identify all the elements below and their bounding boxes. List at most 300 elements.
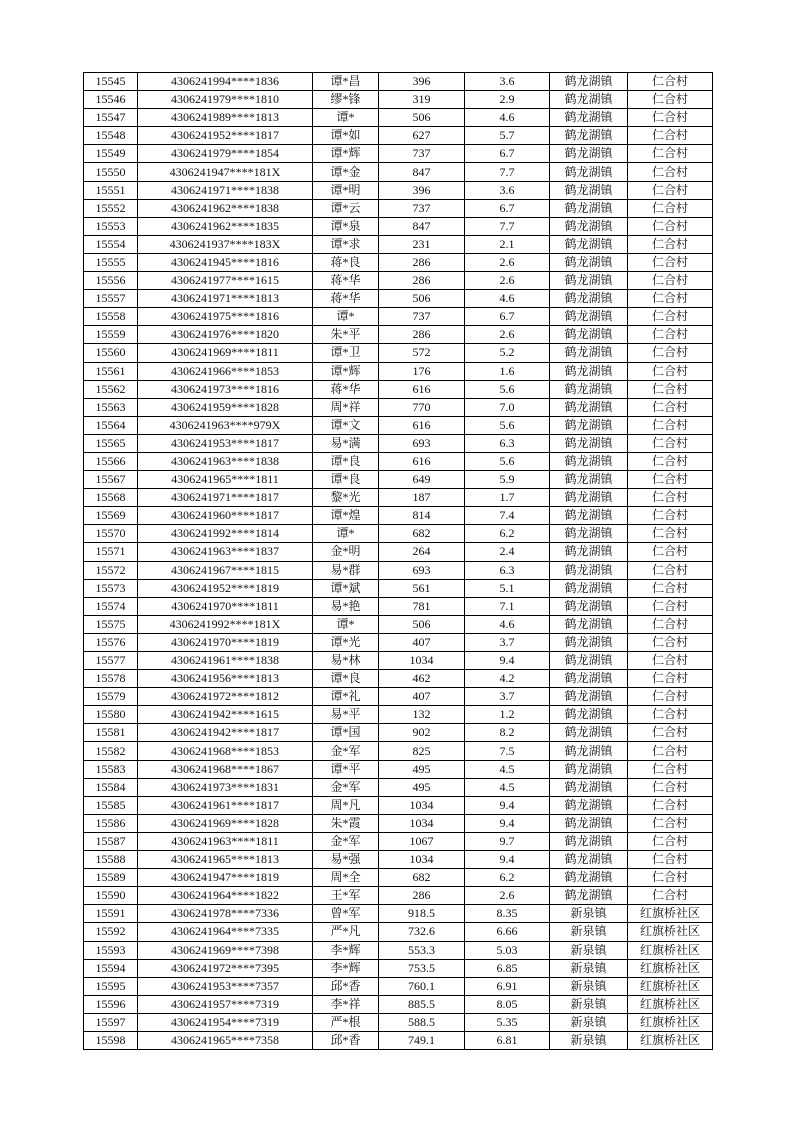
name-cell: 缪*锋 <box>313 91 379 109</box>
name-cell: 李*祥 <box>313 995 379 1013</box>
town-cell: 新泉镇 <box>550 1031 628 1049</box>
name-cell: 曾*军 <box>313 905 379 923</box>
amount-cell: 286 <box>379 887 465 905</box>
amount-cell: 553.3 <box>379 941 465 959</box>
id-number-cell: 4306241937****183X <box>138 235 313 253</box>
table-row <box>84 579 713 597</box>
village-cell: 仁合村 <box>628 181 713 199</box>
id-number-cell: 4306241961****1817 <box>138 796 313 814</box>
table-row <box>84 326 713 344</box>
name-cell: 谭*光 <box>313 633 379 651</box>
quantity-cell: 9.4 <box>465 814 550 832</box>
town-cell: 鹤龙湖镇 <box>550 253 628 271</box>
id-number-cell: 4306241979****1810 <box>138 91 313 109</box>
table-row <box>84 615 713 633</box>
row-number-cell: 15563 <box>84 398 138 416</box>
table-row <box>84 959 713 977</box>
name-cell: 谭*良 <box>313 452 379 470</box>
amount-cell: 649 <box>379 471 465 489</box>
quantity-cell: 9.4 <box>465 796 550 814</box>
table-row <box>84 489 713 507</box>
row-number-cell: 15580 <box>84 706 138 724</box>
name-cell: 谭*文 <box>313 416 379 434</box>
quantity-cell: 2.6 <box>465 326 550 344</box>
town-cell: 鹤龙湖镇 <box>550 344 628 362</box>
row-number-cell: 15591 <box>84 905 138 923</box>
village-cell: 仁合村 <box>628 688 713 706</box>
amount-cell: 693 <box>379 561 465 579</box>
quantity-cell: 1.7 <box>465 489 550 507</box>
name-cell: 蒋*华 <box>313 272 379 290</box>
table-row <box>84 199 713 217</box>
village-cell: 红旗桥社区 <box>628 905 713 923</box>
town-cell: 鹤龙湖镇 <box>550 633 628 651</box>
name-cell: 周*全 <box>313 869 379 887</box>
table-row <box>84 706 713 724</box>
name-cell: 易*满 <box>313 434 379 452</box>
town-cell: 鹤龙湖镇 <box>550 851 628 869</box>
table-row <box>84 851 713 869</box>
amount-cell: 264 <box>379 543 465 561</box>
name-cell: 蒋*华 <box>313 380 379 398</box>
town-cell: 鹤龙湖镇 <box>550 832 628 850</box>
village-cell: 仁合村 <box>628 344 713 362</box>
village-cell: 红旗桥社区 <box>628 995 713 1013</box>
amount-cell: 1034 <box>379 652 465 670</box>
name-cell: 谭* <box>313 615 379 633</box>
amount-cell: 616 <box>379 452 465 470</box>
village-cell: 仁合村 <box>628 145 713 163</box>
quantity-cell: 1.6 <box>465 362 550 380</box>
quantity-cell: 6.85 <box>465 959 550 977</box>
name-cell: 谭*云 <box>313 199 379 217</box>
id-number-cell: 4306241953****7357 <box>138 977 313 995</box>
id-number-cell: 4306241994****1836 <box>138 73 313 91</box>
table-row <box>84 362 713 380</box>
quantity-cell: 3.6 <box>465 73 550 91</box>
name-cell: 谭*礼 <box>313 688 379 706</box>
village-cell: 仁合村 <box>628 832 713 850</box>
table-row <box>84 272 713 290</box>
amount-cell: 286 <box>379 272 465 290</box>
id-number-cell: 4306241965****1811 <box>138 471 313 489</box>
table-row <box>84 561 713 579</box>
amount-cell: 495 <box>379 760 465 778</box>
town-cell: 新泉镇 <box>550 941 628 959</box>
town-cell: 鹤龙湖镇 <box>550 724 628 742</box>
amount-cell: 753.5 <box>379 959 465 977</box>
table-row <box>84 1013 713 1031</box>
town-cell: 新泉镇 <box>550 977 628 995</box>
row-number-cell: 15564 <box>84 416 138 434</box>
amount-cell: 693 <box>379 434 465 452</box>
quantity-cell: 5.03 <box>465 941 550 959</box>
quantity-cell: 6.3 <box>465 434 550 452</box>
amount-cell: 572 <box>379 344 465 362</box>
amount-cell: 616 <box>379 380 465 398</box>
name-cell: 谭* <box>313 109 379 127</box>
town-cell: 鹤龙湖镇 <box>550 145 628 163</box>
name-cell: 谭*平 <box>313 760 379 778</box>
table-row <box>84 471 713 489</box>
table-row <box>84 633 713 651</box>
id-number-cell: 4306241971****1813 <box>138 290 313 308</box>
row-number-cell: 15552 <box>84 199 138 217</box>
town-cell: 鹤龙湖镇 <box>550 217 628 235</box>
amount-cell: 506 <box>379 290 465 308</box>
quantity-cell: 2.9 <box>465 91 550 109</box>
village-cell: 红旗桥社区 <box>628 1031 713 1049</box>
row-number-cell: 15596 <box>84 995 138 1013</box>
village-cell: 红旗桥社区 <box>628 977 713 995</box>
row-number-cell: 15597 <box>84 1013 138 1031</box>
amount-cell: 737 <box>379 308 465 326</box>
name-cell: 金*军 <box>313 832 379 850</box>
town-cell: 鹤龙湖镇 <box>550 778 628 796</box>
village-cell: 仁合村 <box>628 652 713 670</box>
town-cell: 鹤龙湖镇 <box>550 652 628 670</box>
village-cell: 仁合村 <box>628 507 713 525</box>
village-cell: 仁合村 <box>628 91 713 109</box>
quantity-cell: 6.2 <box>465 525 550 543</box>
amount-cell: 885.5 <box>379 995 465 1013</box>
id-number-cell: 4306241965****7358 <box>138 1031 313 1049</box>
id-number-cell: 4306241961****1838 <box>138 652 313 670</box>
amount-cell: 231 <box>379 235 465 253</box>
quantity-cell: 4.6 <box>465 615 550 633</box>
name-cell: 谭*卫 <box>313 344 379 362</box>
table-row <box>84 652 713 670</box>
village-cell: 仁合村 <box>628 362 713 380</box>
quantity-cell: 3.7 <box>465 633 550 651</box>
name-cell: 朱*平 <box>313 326 379 344</box>
village-cell: 仁合村 <box>628 416 713 434</box>
row-number-cell: 15584 <box>84 778 138 796</box>
village-cell: 仁合村 <box>628 742 713 760</box>
quantity-cell: 2.6 <box>465 272 550 290</box>
village-cell: 仁合村 <box>628 561 713 579</box>
town-cell: 鹤龙湖镇 <box>550 869 628 887</box>
table-row <box>84 525 713 543</box>
town-cell: 新泉镇 <box>550 1013 628 1031</box>
table-row <box>84 670 713 688</box>
name-cell: 黎*光 <box>313 489 379 507</box>
name-cell: 金*军 <box>313 742 379 760</box>
id-number-cell: 4306241952****1817 <box>138 127 313 145</box>
name-cell: 谭*国 <box>313 724 379 742</box>
table-row <box>84 796 713 814</box>
amount-cell: 588.5 <box>379 1013 465 1031</box>
quantity-cell: 4.2 <box>465 670 550 688</box>
town-cell: 鹤龙湖镇 <box>550 760 628 778</box>
row-number-cell: 15565 <box>84 434 138 452</box>
amount-cell: 616 <box>379 416 465 434</box>
table-row <box>84 163 713 181</box>
amount-cell: 781 <box>379 597 465 615</box>
amount-cell: 847 <box>379 217 465 235</box>
name-cell: 易*艳 <box>313 597 379 615</box>
quantity-cell: 3.7 <box>465 688 550 706</box>
id-number-cell: 4306241967****1815 <box>138 561 313 579</box>
quantity-cell: 5.7 <box>465 127 550 145</box>
row-number-cell: 15556 <box>84 272 138 290</box>
town-cell: 鹤龙湖镇 <box>550 73 628 91</box>
amount-cell: 407 <box>379 633 465 651</box>
village-cell: 红旗桥社区 <box>628 941 713 959</box>
town-cell: 鹤龙湖镇 <box>550 109 628 127</box>
id-number-cell: 4306241969****7398 <box>138 941 313 959</box>
amount-cell: 1067 <box>379 832 465 850</box>
table-row <box>84 145 713 163</box>
table-row <box>84 73 713 91</box>
table-row <box>84 380 713 398</box>
table-row <box>84 91 713 109</box>
town-cell: 新泉镇 <box>550 995 628 1013</box>
name-cell: 易*平 <box>313 706 379 724</box>
amount-cell: 132 <box>379 706 465 724</box>
town-cell: 鹤龙湖镇 <box>550 579 628 597</box>
amount-cell: 286 <box>379 253 465 271</box>
village-cell: 仁合村 <box>628 290 713 308</box>
quantity-cell: 2.1 <box>465 235 550 253</box>
id-number-cell: 4306241978****7336 <box>138 905 313 923</box>
name-cell: 谭*良 <box>313 670 379 688</box>
town-cell: 鹤龙湖镇 <box>550 91 628 109</box>
row-number-cell: 15568 <box>84 489 138 507</box>
town-cell: 鹤龙湖镇 <box>550 597 628 615</box>
id-number-cell: 4306241964****7335 <box>138 923 313 941</box>
table-row <box>84 742 713 760</box>
row-number-cell: 15586 <box>84 814 138 832</box>
amount-cell: 319 <box>379 91 465 109</box>
id-number-cell: 4306241956****1813 <box>138 670 313 688</box>
table-row <box>84 181 713 199</box>
town-cell: 鹤龙湖镇 <box>550 615 628 633</box>
quantity-cell: 3.6 <box>465 181 550 199</box>
quantity-cell: 7.7 <box>465 163 550 181</box>
id-number-cell: 4306241977****1615 <box>138 272 313 290</box>
table-row <box>84 507 713 525</box>
town-cell: 鹤龙湖镇 <box>550 380 628 398</box>
name-cell: 严*根 <box>313 1013 379 1031</box>
village-cell: 仁合村 <box>628 199 713 217</box>
id-number-cell: 4306241972****7395 <box>138 959 313 977</box>
amount-cell: 407 <box>379 688 465 706</box>
name-cell: 谭*金 <box>313 163 379 181</box>
id-number-cell: 4306241968****1853 <box>138 742 313 760</box>
town-cell: 鹤龙湖镇 <box>550 235 628 253</box>
id-number-cell: 4306241970****1811 <box>138 597 313 615</box>
town-cell: 新泉镇 <box>550 923 628 941</box>
id-number-cell: 4306241992****1814 <box>138 525 313 543</box>
town-cell: 鹤龙湖镇 <box>550 452 628 470</box>
amount-cell: 1034 <box>379 851 465 869</box>
row-number-cell: 15574 <box>84 597 138 615</box>
name-cell: 谭*辉 <box>313 362 379 380</box>
table-row <box>84 308 713 326</box>
id-number-cell: 4306241971****1817 <box>138 489 313 507</box>
town-cell: 鹤龙湖镇 <box>550 127 628 145</box>
row-number-cell: 15585 <box>84 796 138 814</box>
town-cell: 鹤龙湖镇 <box>550 688 628 706</box>
id-number-cell: 4306241968****1867 <box>138 760 313 778</box>
quantity-cell: 8.2 <box>465 724 550 742</box>
row-number-cell: 15575 <box>84 615 138 633</box>
quantity-cell: 4.6 <box>465 290 550 308</box>
village-cell: 仁合村 <box>628 615 713 633</box>
name-cell: 谭*泉 <box>313 217 379 235</box>
amount-cell: 187 <box>379 489 465 507</box>
village-cell: 仁合村 <box>628 235 713 253</box>
village-cell: 红旗桥社区 <box>628 1013 713 1031</box>
table-row <box>84 109 713 127</box>
name-cell: 谭*斌 <box>313 579 379 597</box>
table-row <box>84 760 713 778</box>
data-table <box>83 72 713 1050</box>
town-cell: 鹤龙湖镇 <box>550 796 628 814</box>
village-cell: 红旗桥社区 <box>628 959 713 977</box>
town-cell: 鹤龙湖镇 <box>550 163 628 181</box>
id-number-cell: 4306241979****1854 <box>138 145 313 163</box>
village-cell: 仁合村 <box>628 778 713 796</box>
id-number-cell: 4306241947****181X <box>138 163 313 181</box>
town-cell: 鹤龙湖镇 <box>550 326 628 344</box>
id-number-cell: 4306241962****1835 <box>138 217 313 235</box>
quantity-cell: 6.7 <box>465 145 550 163</box>
id-number-cell: 4306241973****1816 <box>138 380 313 398</box>
village-cell: 仁合村 <box>628 326 713 344</box>
amount-cell: 749.1 <box>379 1031 465 1049</box>
row-number-cell: 15554 <box>84 235 138 253</box>
row-number-cell: 15598 <box>84 1031 138 1049</box>
town-cell: 鹤龙湖镇 <box>550 814 628 832</box>
table-row <box>84 905 713 923</box>
row-number-cell: 15548 <box>84 127 138 145</box>
quantity-cell: 5.35 <box>465 1013 550 1031</box>
row-number-cell: 15558 <box>84 308 138 326</box>
quantity-cell: 1.2 <box>465 706 550 724</box>
row-number-cell: 15567 <box>84 471 138 489</box>
quantity-cell: 5.6 <box>465 452 550 470</box>
quantity-cell: 7.7 <box>465 217 550 235</box>
id-number-cell: 4306241942****1615 <box>138 706 313 724</box>
village-cell: 仁合村 <box>628 452 713 470</box>
row-number-cell: 15550 <box>84 163 138 181</box>
row-number-cell: 15553 <box>84 217 138 235</box>
table-row <box>84 253 713 271</box>
name-cell: 谭* <box>313 525 379 543</box>
table-row <box>84 597 713 615</box>
id-number-cell: 4306241952****1819 <box>138 579 313 597</box>
quantity-cell: 4.5 <box>465 760 550 778</box>
row-number-cell: 15583 <box>84 760 138 778</box>
town-cell: 鹤龙湖镇 <box>550 887 628 905</box>
quantity-cell: 7.1 <box>465 597 550 615</box>
quantity-cell: 2.6 <box>465 253 550 271</box>
id-number-cell: 4306241992****181X <box>138 615 313 633</box>
village-cell: 仁合村 <box>628 796 713 814</box>
town-cell: 鹤龙湖镇 <box>550 471 628 489</box>
amount-cell: 176 <box>379 362 465 380</box>
quantity-cell: 5.9 <box>465 471 550 489</box>
id-number-cell: 4306241960****1817 <box>138 507 313 525</box>
quantity-cell: 6.7 <box>465 308 550 326</box>
quantity-cell: 5.6 <box>465 380 550 398</box>
id-number-cell: 4306241975****1816 <box>138 308 313 326</box>
name-cell: 易*林 <box>313 652 379 670</box>
row-number-cell: 15551 <box>84 181 138 199</box>
row-number-cell: 15572 <box>84 561 138 579</box>
row-number-cell: 15569 <box>84 507 138 525</box>
village-cell: 仁合村 <box>628 217 713 235</box>
quantity-cell: 6.2 <box>465 869 550 887</box>
village-cell: 仁合村 <box>628 543 713 561</box>
amount-cell: 396 <box>379 181 465 199</box>
amount-cell: 760.1 <box>379 977 465 995</box>
id-number-cell: 4306241969****1811 <box>138 344 313 362</box>
town-cell: 鹤龙湖镇 <box>550 543 628 561</box>
amount-cell: 902 <box>379 724 465 742</box>
quantity-cell: 6.91 <box>465 977 550 995</box>
quantity-cell: 6.66 <box>465 923 550 941</box>
amount-cell: 561 <box>379 579 465 597</box>
name-cell: 王*军 <box>313 887 379 905</box>
village-cell: 仁合村 <box>628 579 713 597</box>
id-number-cell: 4306241970****1819 <box>138 633 313 651</box>
table-row <box>84 344 713 362</box>
village-cell: 仁合村 <box>628 869 713 887</box>
amount-cell: 737 <box>379 199 465 217</box>
village-cell: 仁合村 <box>628 163 713 181</box>
amount-cell: 627 <box>379 127 465 145</box>
name-cell: 易*群 <box>313 561 379 579</box>
table-row <box>84 724 713 742</box>
row-number-cell: 15577 <box>84 652 138 670</box>
town-cell: 鹤龙湖镇 <box>550 706 628 724</box>
name-cell: 周*凡 <box>313 796 379 814</box>
name-cell: 金*军 <box>313 778 379 796</box>
town-cell: 鹤龙湖镇 <box>550 561 628 579</box>
town-cell: 鹤龙湖镇 <box>550 742 628 760</box>
name-cell: 谭*昌 <box>313 73 379 91</box>
quantity-cell: 6.81 <box>465 1031 550 1049</box>
row-number-cell: 15571 <box>84 543 138 561</box>
row-number-cell: 15555 <box>84 253 138 271</box>
amount-cell: 495 <box>379 778 465 796</box>
table-row <box>84 416 713 434</box>
name-cell: 蒋*良 <box>313 253 379 271</box>
row-number-cell: 15560 <box>84 344 138 362</box>
name-cell: 邱*香 <box>313 977 379 995</box>
id-number-cell: 4306241972****1812 <box>138 688 313 706</box>
village-cell: 仁合村 <box>628 706 713 724</box>
amount-cell: 918.5 <box>379 905 465 923</box>
id-number-cell: 4306241947****1819 <box>138 869 313 887</box>
village-cell: 仁合村 <box>628 471 713 489</box>
village-cell: 仁合村 <box>628 489 713 507</box>
row-number-cell: 15561 <box>84 362 138 380</box>
id-number-cell: 4306241964****1822 <box>138 887 313 905</box>
name-cell: 蒋*华 <box>313 290 379 308</box>
id-number-cell: 4306241973****1831 <box>138 778 313 796</box>
name-cell: 谭*求 <box>313 235 379 253</box>
town-cell: 鹤龙湖镇 <box>550 507 628 525</box>
amount-cell: 286 <box>379 326 465 344</box>
amount-cell: 825 <box>379 742 465 760</box>
id-number-cell: 4306241954****7319 <box>138 1013 313 1031</box>
id-number-cell: 4306241971****1838 <box>138 181 313 199</box>
village-cell: 仁合村 <box>628 887 713 905</box>
